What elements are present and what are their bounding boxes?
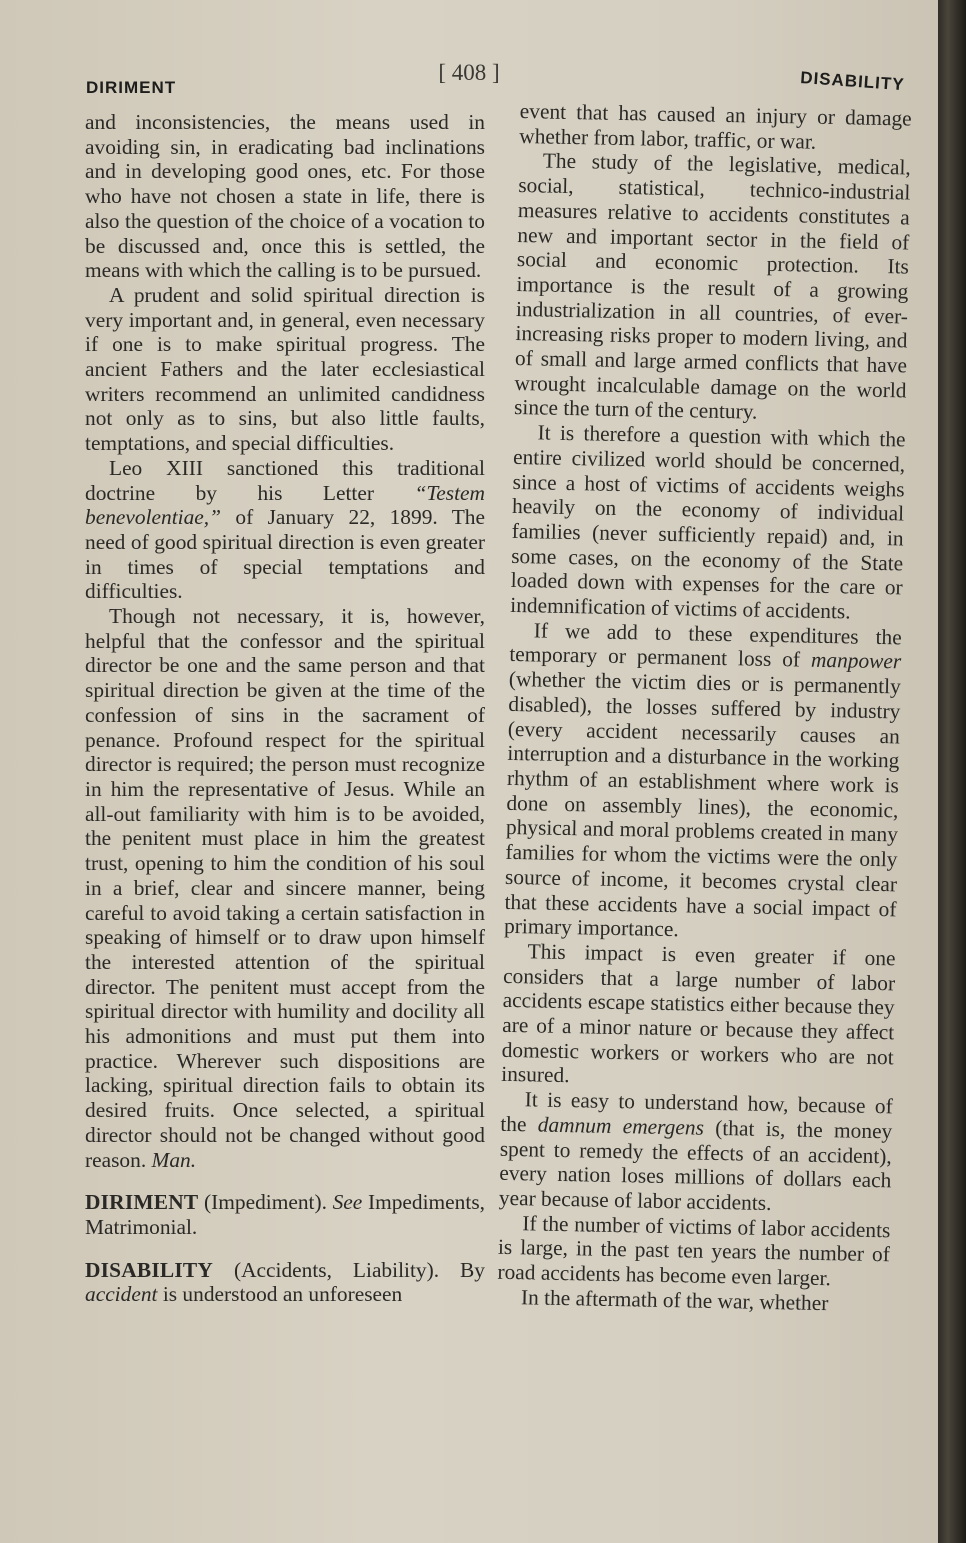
text-run: (Accidents, Liability). By	[213, 1257, 485, 1282]
letter-title: “Testem benevolentiae,”	[85, 480, 485, 530]
latin-term: damnum emergens	[537, 1112, 705, 1140]
cross-reference-see: See	[332, 1190, 363, 1215]
paragraph: It is therefore a question with which the entire civilized world should be concerned, since a host of victims of accidents weighs heavily on the economy of individual families (never sufficiently repaid) and, in some cases, on the economy of the State loaded down with expenses for the care or indemnification of victims of accidents.	[510, 420, 906, 624]
text-run: It is easy to understand how, because of the	[500, 1087, 893, 1137]
text-run: If we add to these expenditures the temporary or permanent loss of	[509, 618, 902, 673]
paragraph	[85, 456, 485, 604]
defined-term: accident	[85, 1282, 158, 1307]
page-number: [ 408 ]	[438, 60, 500, 85]
paragraph: A prudent and solid spiritual direction is very important and, in general, even necessary if one is to make spiritual progress. The ancient Fathers and the later ecclesiastical writers recommend an unlimited candidness not only as to sins, but also little faults, temptations, and special difficulties.	[85, 282, 485, 456]
text-run: Impediments, Matrimonial.	[85, 1190, 485, 1239]
paragraph	[504, 618, 902, 947]
guide-word-right: DISABILITY	[799, 68, 906, 95]
dictionary-entry-disability	[85, 1258, 485, 1307]
paragraph	[499, 1087, 893, 1218]
entry-headword: DIRIMENT	[85, 1190, 199, 1215]
left-column	[85, 110, 485, 1307]
book-spine-edge	[938, 0, 966, 1543]
paragraph: The study of the legislative, medical, social, statistical, technico-industrial measures relative to accidents constitutes a new and important sector in the field of social and economic protection. Its importance is the result of a growing industrialization in all countries, of ever-increasing risks proper to modern living, and of small and large armed conflicts that have wrought incalculable damage on the world since the turn of the century.	[513, 148, 911, 425]
paragraph: and inconsistencies, the means used in avoiding sin, in eradicating bad inclinations and in developing good ones, etc. For those who have not chosen a state in life, there is also the question of the choice of a vocation to be discussed and, once this is settled, the means with which the calling is to be pursued.	[85, 110, 485, 283]
text-run: (that is, the money spent to remedy the effects of an accident), every nation loses millions of dollars each year because of labor accidents.	[498, 1115, 893, 1215]
paragraph	[85, 604, 485, 1172]
author-signature: Man.	[151, 1147, 197, 1172]
text-run: Leo XIII sanctioned this traditional doctrine by his Letter	[85, 455, 485, 505]
right-column	[497, 99, 912, 1317]
guide-word-left: DIRIMENT	[86, 78, 177, 97]
defined-term: manpower	[810, 648, 902, 674]
text-run: of January 22, 1899. The need of good spiritual direction is even greater in times of special temptations and difficulties.	[85, 505, 485, 604]
paragraph: event that has caused an injury or damage whether from labor, traffic, or war.	[519, 99, 912, 154]
paragraph: If the number of victims of labor accidents is large, in the past ten years the number of road accidents has become even larger.	[497, 1210, 891, 1291]
text-run: (whether the victim dies or is permanently disabled), the losses suffered by industry (every accident necessarily causes an interruption and a disturbance in the working rhythm of an establishment where work is done on assembly lines), the economic, physical and moral problems created in many families for whom the victims were the only source of income, it becomes crystal clear that these accidents have a social impact of primary importance.	[503, 667, 902, 942]
entry-headword: DISABILITY	[85, 1257, 214, 1282]
text-run: Though not necessary, it is, however, helpful that the confessor and the spiritual director be one and the same person and that spiritual direction be given at the time of the confession of sins in the sacrament of penance. Profound respect for the spiritual director is required; the person must recognize in him the representative of Jesus. While an all-out familiarity with him is to be avoided, the penitent must place in him the greatest trust, opening to him the condition of his soul in a brief, clear and sincere manner, being careful to avoid taking a certain satisfaction in speaking of himself or to draw upon himself the interested attention of the spiritual director. The penitent must accept from the spiritual director with humility and docility all his admonitions and must put them into practice. Wherever such dispositions are lacking, spiritual direction fails to obtain its desired fruits. Once selected, a spiritual director should not be changed without good reason.	[85, 604, 485, 1172]
dictionary-entry-diriment	[85, 1190, 485, 1239]
paragraph: This impact is even greater if one considers that a large number of labor accidents escape statistics either because they are of a minor nature or because they affect domestic workers or workers who are not insured.	[501, 939, 896, 1088]
paragraph: In the aftermath of the war, whether	[520, 1284, 829, 1315]
text-run: is understood an unforeseen	[157, 1282, 403, 1307]
text-run: (Impediment).	[198, 1190, 333, 1215]
